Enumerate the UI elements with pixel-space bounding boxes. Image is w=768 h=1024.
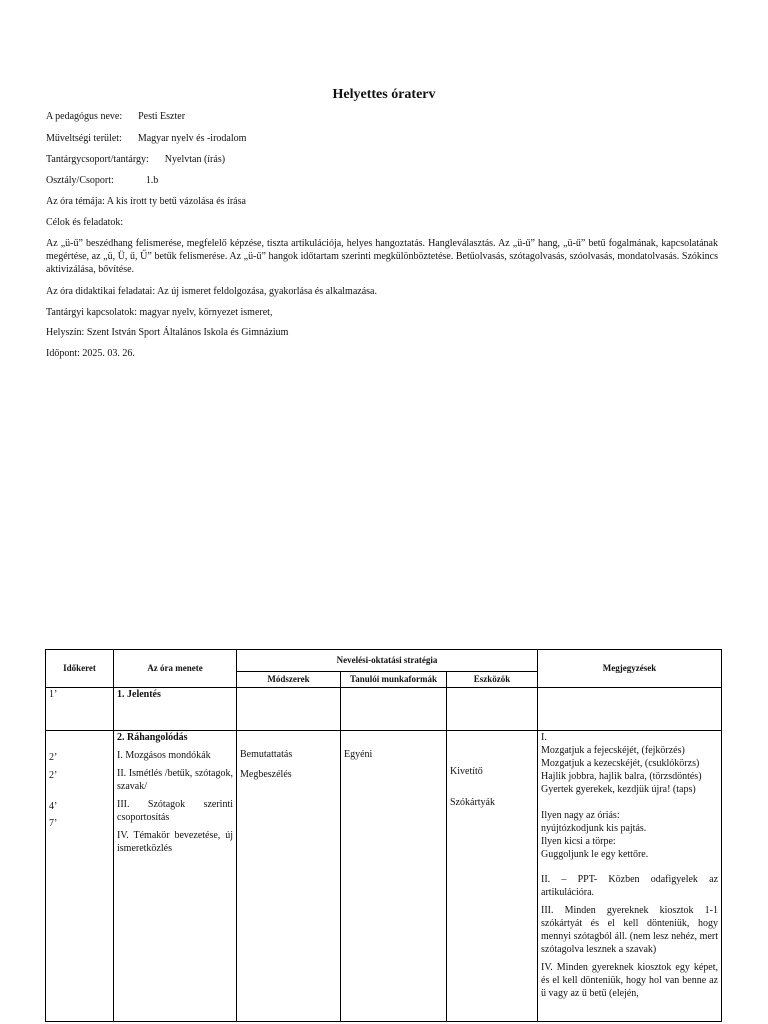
row2-tools-cell [447, 731, 538, 1022]
time-step-4: 7’ [49, 818, 58, 829]
header-methods: Módszerek [237, 672, 341, 688]
class-line [46, 175, 158, 187]
goals-text: Az „ü-ű” beszédhang felismerése, megfelelő képzése, tiszta artikulációja, helyes hangoztatás. Hangleválasztás. Az „ü-ű” hang, „ü-ű” betű fogalmának, kapcsolatának megértése, az „ü, Ü, ű, Ű” betűk felismerése. Az „ü-ű” hangok időtartam szerinti megkülönböztetése. Betűolvasás, szótagolvasás, szóolvasás, mondatolvasás. Szókincs aktivizálása, bővítése. [46, 238, 718, 275]
row1-tools [447, 688, 538, 731]
note-4: IV. Minden gyereknek kiosztok egy képet, és el kell dönteniük, hogy hol van benne az ü vagy az ű betű (elején, [541, 962, 719, 999]
table-row [46, 731, 722, 1022]
row2-workform-cell [341, 731, 447, 1022]
row1-notes [538, 688, 722, 731]
process-step-4: IV. Témakör bevezetése, új ismeretközlés [117, 830, 233, 854]
connections-line: Tantárgyi kapcsolatok: magyar nyelv, környezet ismeret, [46, 307, 273, 318]
note-1: I. Mozgatjuk a fejecskéjét, (fejkörzés) Mozgatjuk a kezecskéjét, (csuklókörzs) Hajlik jobbra, hajlik balra, (törzsdöntés) Gyertek gyerekek, kezdjük újra! (taps) Ilyen nagy az óriás: nyújtózkodjunk kis pajtás. Ilyen kicsi a törpe: Guggoljunk le egy kettőre. [541, 732, 702, 860]
document-title: Helyettes óraterv [332, 87, 436, 102]
class-label: Osztály/Csoport: [46, 175, 114, 186]
process-step-1: I. Mozgásos mondókák [117, 750, 211, 761]
teacher-value: Pesti Eszter [138, 111, 186, 122]
date-line: Időpont: 2025. 03. 26. [46, 348, 135, 359]
domain-label: Műveltségi terület: [46, 133, 122, 144]
row2-methods-cell [237, 731, 341, 1022]
subject-line [46, 154, 225, 166]
header-notes: Megjegyzések [538, 650, 722, 688]
subject-label: Tantárgycsoport/tantárgy: [46, 154, 149, 165]
header-tools: Eszközök [447, 672, 538, 688]
row1-methods [237, 688, 341, 731]
lesson-plan-table [45, 649, 722, 1022]
process-step-3: III. Szótagok szerinti csoportosítás [117, 799, 233, 823]
row2-notes-cell [538, 731, 722, 1022]
row1-process: 1. Jelentés [114, 688, 237, 731]
tool-2: Szókártyák [450, 797, 495, 808]
subject-value: Nyelvtan (írás) [164, 154, 226, 165]
process-step-2: II. Ismétlés /betűk, szótagok, szavak/ [117, 768, 233, 792]
row1-workforms [341, 688, 447, 731]
row2-process-cell [114, 731, 237, 1022]
note-2: II. – PPT- Közben odafigyelek az artikulációra. [541, 874, 719, 898]
didactic-line: Az óra didaktikai feladatai: Az új ismeret feldolgozása, gyakorlása és alkalmazása. [46, 286, 377, 297]
method-1: Bemutattatás [240, 749, 293, 760]
note-3: III. Minden gyereknek kiosztok 1-1 szókártyát és el kell dönteniük, hogy mennyi szótagból áll. (nem lesz nehéz, mert szótagolva lesznek a szavak) [541, 905, 719, 955]
teacher-line [46, 111, 185, 123]
table-row [46, 688, 722, 731]
topic-line: Az óra témája: A kis írott ty betű vázolása és írása [46, 196, 246, 207]
time-step-1: 2’ [49, 752, 58, 763]
workform-1: Egyéni [344, 749, 373, 760]
teacher-label: A pedagógus neve: [46, 111, 123, 122]
row1-time: 1’ [46, 688, 114, 731]
time-step-3: 4’ [49, 801, 58, 812]
method-2: Megbeszélés [240, 769, 292, 780]
domain-value: Magyar nyelv és -irodalom [137, 133, 247, 144]
time-step-2: 2’ [49, 770, 58, 781]
header-process: Az óra menete [114, 650, 237, 688]
header-strategy: Nevelési-oktatási stratégia [237, 650, 538, 672]
header-workforms: Tanulói munkaformák [341, 672, 447, 688]
goals-label: Célok és feladatok: [46, 217, 124, 228]
row2-time-cell [46, 731, 114, 1022]
tool-1: Kivetítő [450, 766, 483, 777]
row2-heading: 2. Ráhangolódás [117, 732, 188, 743]
location-line: Helyszín: Szent István Sport Általános Iskola és Gimnázium [46, 327, 289, 338]
domain-line [46, 133, 246, 145]
header-time: Időkeret [46, 650, 114, 688]
class-value: 1.b [145, 175, 159, 186]
